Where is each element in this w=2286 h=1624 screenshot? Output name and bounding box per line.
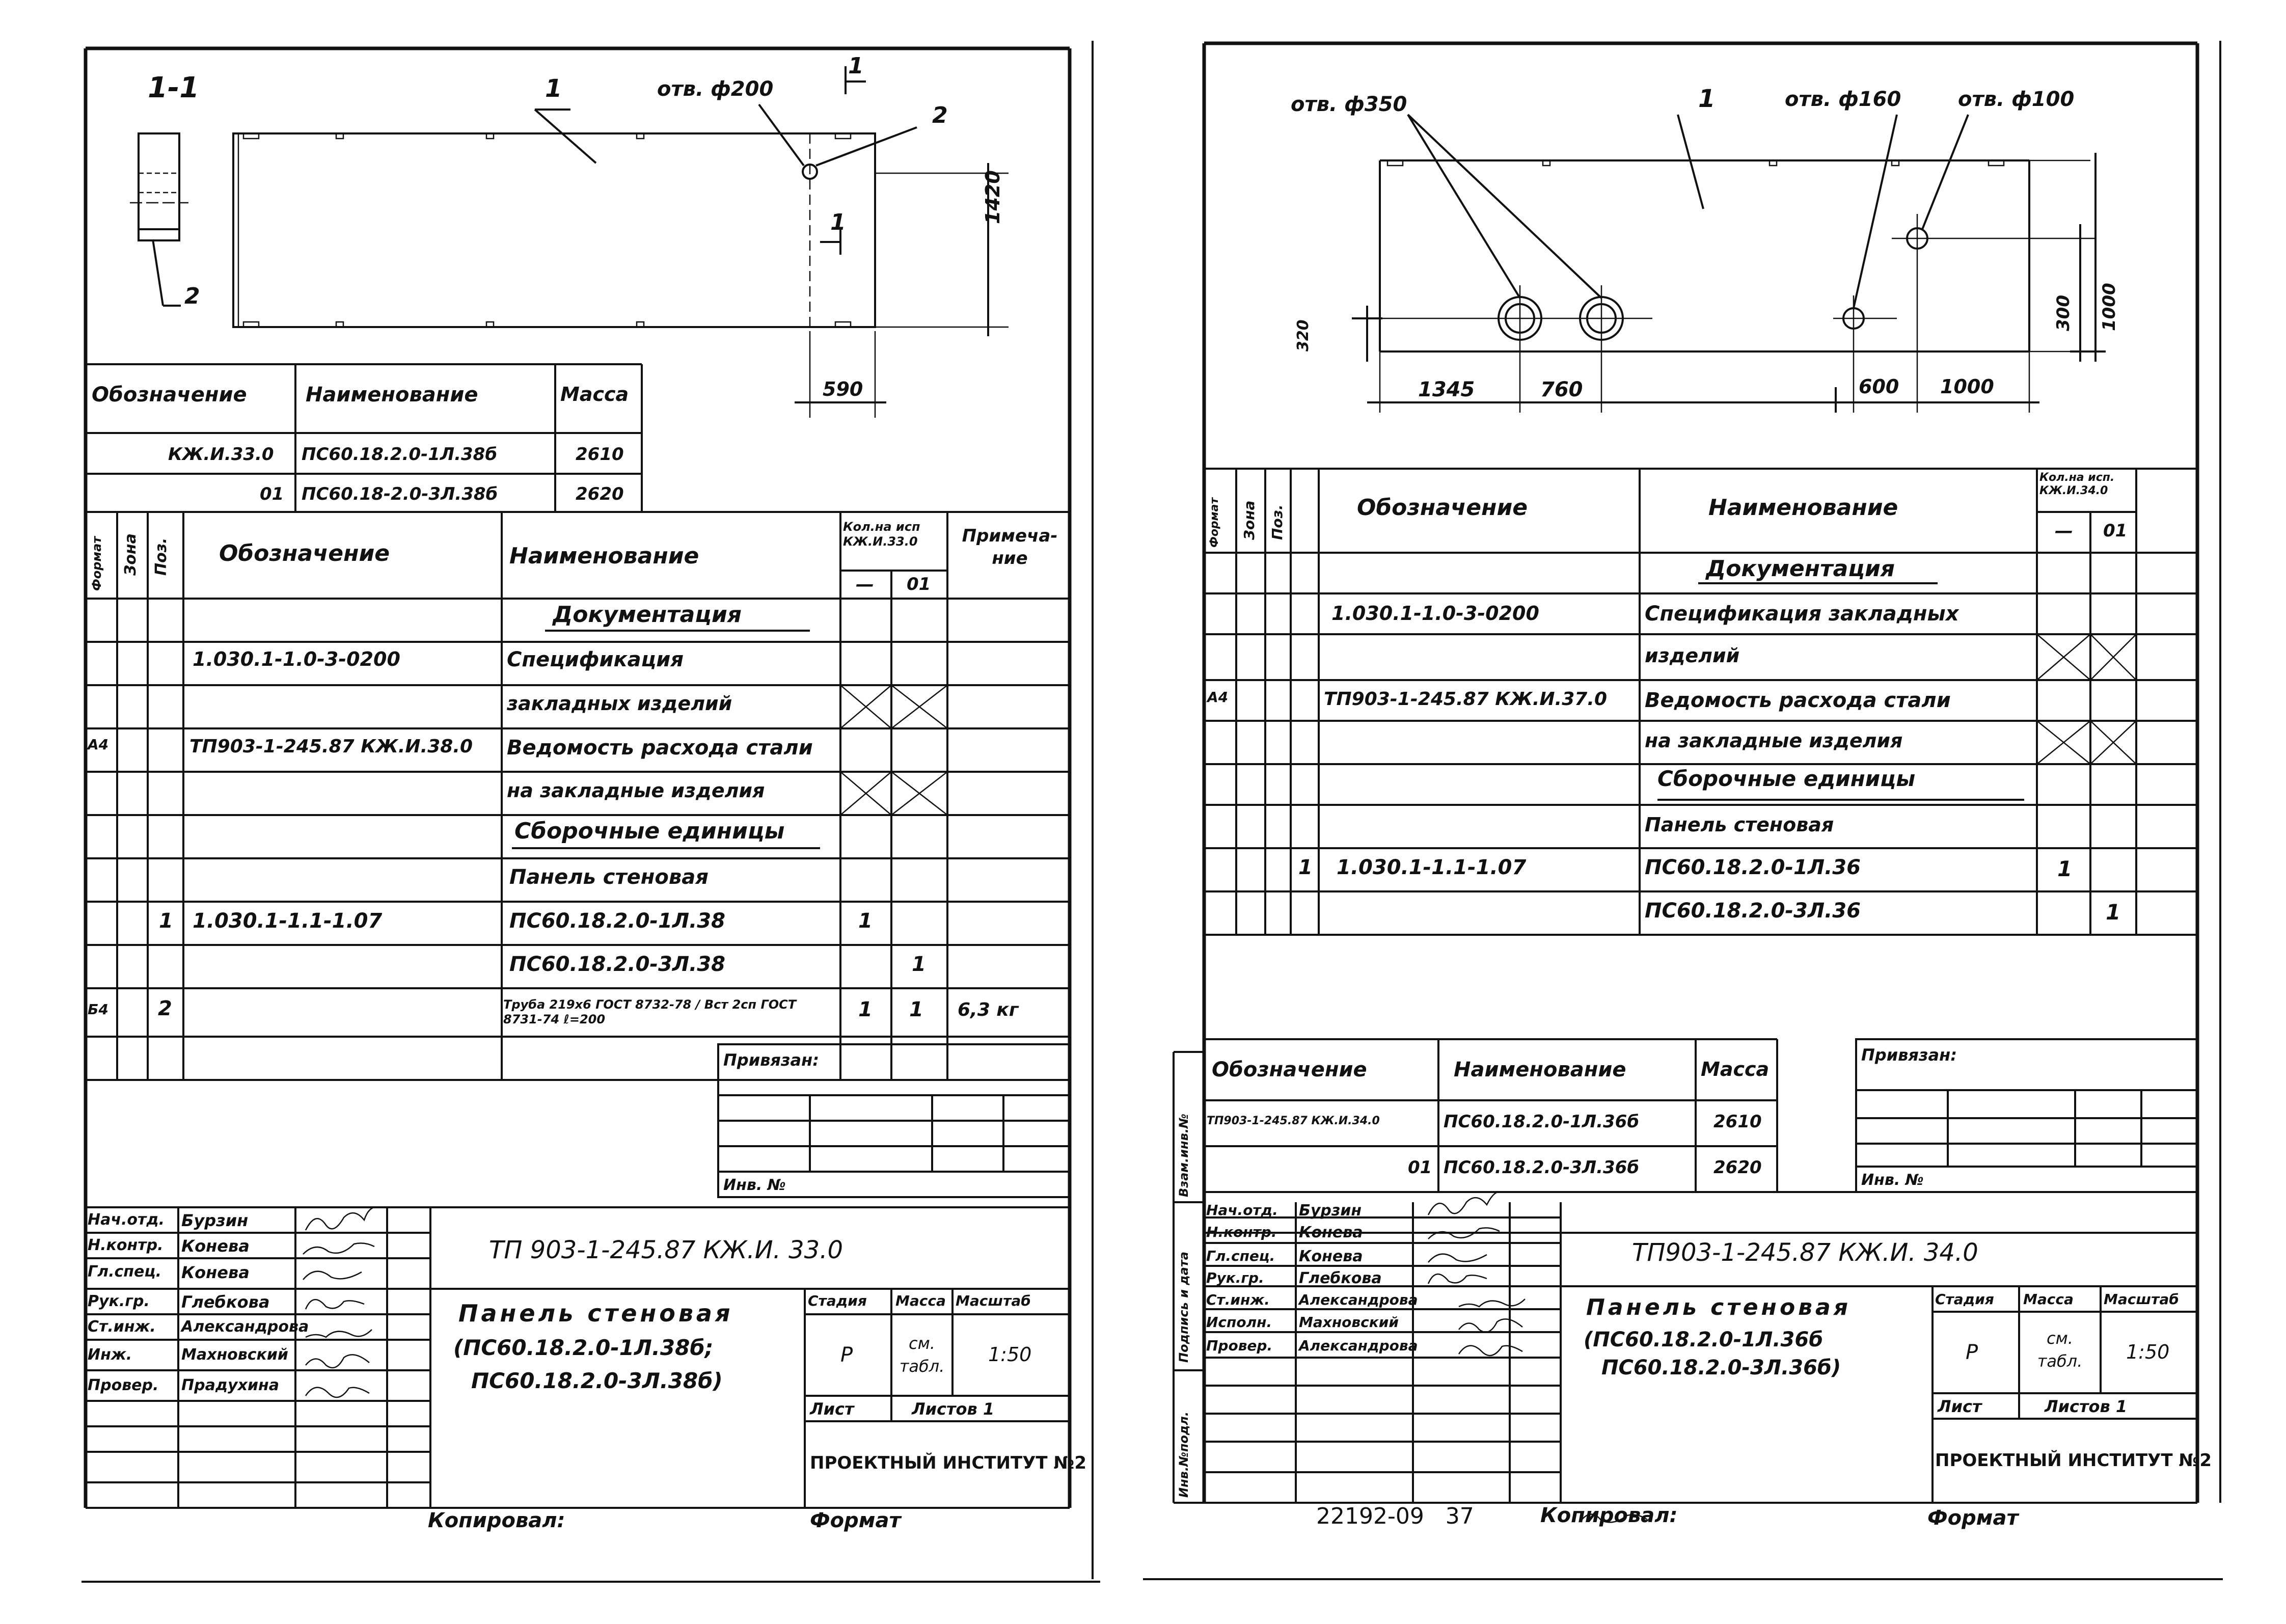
spec-header-name: Наименование xyxy=(509,543,699,569)
mass-row-1-designation: ТП903-1-245.87 КЖ.И.34.0 xyxy=(1207,1115,1380,1127)
spec-row-name: Сборочные единицы xyxy=(1657,766,1916,791)
spec-row-pos: 1 xyxy=(1298,856,1313,879)
spec-row-name: Панель стеновая xyxy=(1645,814,1834,836)
role: Рук.гр. xyxy=(1206,1269,1264,1286)
spec-row-name: на закладные изделия xyxy=(507,779,765,802)
section-mark-bottom: 1 xyxy=(830,209,846,235)
hole-160-label: отв. ф160 xyxy=(1785,88,1901,111)
drawing-number: 22192-09 37 xyxy=(1316,1503,1474,1529)
spec-row-designation: 1.030.1-1.1-1.07 xyxy=(1337,856,1527,879)
sheet-label: Лист xyxy=(1938,1397,1982,1416)
mass-header: Масса xyxy=(2023,1291,2074,1308)
person: Глебкова xyxy=(181,1292,270,1312)
spec-header-qty-b: 01 xyxy=(907,574,931,594)
spec-row-format: А4 xyxy=(1207,689,1229,706)
mass-value: см. табл. xyxy=(2037,1329,2083,1371)
spec-row-pos: 1 xyxy=(159,909,173,933)
mass-row-1-name: ПС60.18.2.0-1Л.36б xyxy=(1444,1112,1640,1132)
mass-row-1-designation: КЖ.И.33.0 xyxy=(168,444,274,465)
spec-row-name: изделий xyxy=(1645,644,1740,667)
stage-value: Р xyxy=(840,1343,853,1367)
spec-row-name: закладных изделий xyxy=(507,692,732,715)
hole-label: отв. ф200 xyxy=(657,77,774,101)
doc-subtitle-1: (ПС60.18.2.0-1Л.38б; xyxy=(453,1335,714,1360)
spec-header-zone: Зона xyxy=(1241,500,1258,540)
spec-header-qty: Кол.на исп КЖ.И.33.0 xyxy=(843,520,920,549)
spec-header-zone: Зона xyxy=(122,533,140,576)
callout-1: 1 xyxy=(545,74,562,103)
doc-subtitle-2: ПС60.18.2.0-3Л.36б) xyxy=(1601,1356,1841,1379)
spec-row-name: ПС60.18.2.0-1Л.36 xyxy=(1645,856,1861,879)
person: Конева xyxy=(1299,1224,1363,1241)
role: Ст.инж. xyxy=(1206,1291,1270,1308)
section-label: 1-1 xyxy=(148,71,200,104)
dim-1345: 1345 xyxy=(1418,378,1475,401)
organization: ПРОЕКТНЫЙ ИНСТИТУТ №2 xyxy=(810,1453,1086,1473)
mass-row-2-designation: 01 xyxy=(260,484,284,504)
person: Конева xyxy=(181,1263,250,1282)
spec-header-qty-a: — xyxy=(856,574,874,595)
scale-value: 1:50 xyxy=(988,1343,1032,1366)
spec-row-name: ПС60.18.2.0-1Л.38 xyxy=(509,909,725,933)
dim-width: 590 xyxy=(823,378,863,400)
role: Исполн. xyxy=(1206,1314,1272,1331)
hole-100-label: отв. ф100 xyxy=(1958,88,2075,111)
stage-header: Стадия xyxy=(1935,1291,1994,1308)
inv-no-label: Инв. № xyxy=(1861,1171,1924,1189)
spec-row-name: Документация xyxy=(1706,556,1895,582)
privyazan-label: Привязан: xyxy=(723,1050,819,1070)
spec-row-name: Документация xyxy=(553,602,742,628)
side-stamp-replace: Взам.инв.№ xyxy=(1177,1114,1191,1197)
detail-callout: 2 xyxy=(184,283,200,309)
spec-row-designation: ТП903-1-245.87 КЖ.И.38.0 xyxy=(189,736,473,757)
format-label: Формат xyxy=(810,1509,901,1532)
scale-header: Масштаб xyxy=(956,1292,1031,1309)
spec-row-designation: 1.030.1-1.0-3-0200 xyxy=(193,648,400,670)
spec-row-name: Ведомость расхода стали xyxy=(1645,689,1951,712)
spec-row-qty-b: 1 xyxy=(909,998,923,1021)
spec-header-qty-a: — xyxy=(2055,521,2073,542)
spec-row-name: Сборочные единицы xyxy=(514,818,785,844)
mass-row-2-mass: 2620 xyxy=(1713,1157,1762,1178)
spec-row-name: Труба 219х6 ГОСТ 8732-78 / Вст 2сп ГОСТ 8731-74 ℓ=200 xyxy=(503,997,797,1026)
person: Александрова xyxy=(181,1318,309,1336)
hole-350-label: отв. ф350 xyxy=(1291,93,1407,116)
person: Конева xyxy=(181,1236,250,1256)
right-sheet-drawing xyxy=(1143,0,2286,1624)
role: Провер. xyxy=(1206,1337,1273,1354)
mass-header-designation: Обозначение xyxy=(92,383,247,407)
role: Н.контр. xyxy=(1206,1224,1277,1240)
sheet-label: Лист xyxy=(810,1399,854,1419)
person: Бурзин xyxy=(181,1211,249,1230)
person: Махновский xyxy=(1299,1314,1399,1331)
format-label: Формат xyxy=(1927,1506,2019,1530)
spec-row-name: на закладные изделия xyxy=(1645,729,1903,752)
role: Гл.спец. xyxy=(1206,1248,1275,1264)
sheets-label: Листов 1 xyxy=(2045,1397,2128,1416)
side-stamp-sign: Подпись и дата xyxy=(1177,1252,1191,1363)
role: Ст.инж. xyxy=(88,1318,156,1336)
spec-row-name: Панель стеновая xyxy=(509,865,709,889)
spec-row-designation: 1.030.1-1.0-3-0200 xyxy=(1331,602,1539,625)
person: Махновский xyxy=(181,1346,288,1364)
dim-height: 1420 xyxy=(982,170,1004,224)
mass-row-2-designation: 01 xyxy=(1408,1157,1432,1178)
person: Александрова xyxy=(1299,1291,1418,1308)
doc-subtitle-1: (ПС60.18.2.0-1Л.36б xyxy=(1584,1328,1824,1351)
doc-code: ТП 903-1-245.87 КЖ.И. 33.0 xyxy=(489,1236,843,1264)
spec-header-qty: Кол.на исп. КЖ.И.34.0 xyxy=(2039,471,2115,498)
mass-header-name: Наименование xyxy=(1454,1058,1626,1081)
scale-header: Масштаб xyxy=(2104,1291,2179,1308)
spec-header-pos: Поз. xyxy=(152,537,170,576)
mass-row-1-mass: 2610 xyxy=(1713,1112,1762,1132)
spec-header-designation: Обозначение xyxy=(219,540,390,566)
role: Гл.спец. xyxy=(88,1263,161,1281)
inv-no-label: Инв. № xyxy=(723,1176,786,1194)
role: Нач.отд. xyxy=(1206,1202,1278,1219)
doc-code: ТП903-1-245.87 КЖ.И. 34.0 xyxy=(1632,1238,1978,1267)
mass-row-2-mass: 2620 xyxy=(576,484,624,504)
spec-header-note: Примеча-ние xyxy=(962,526,1058,569)
doc-subtitle-2: ПС60.18.2.0-3Л.38б) xyxy=(471,1368,723,1393)
mass-header-mass: Масса xyxy=(560,383,629,405)
dim-600: 600 xyxy=(1859,375,1899,398)
callout-1: 1 xyxy=(1698,85,1716,113)
right-sheet xyxy=(1143,0,2286,1624)
dim-320: 320 xyxy=(1294,319,1312,351)
spec-header-format: Формат xyxy=(1208,497,1221,548)
spec-row-designation: ТП903-1-245.87 КЖ.И.37.0 xyxy=(1324,689,1608,710)
doc-title: Панель стеновая xyxy=(458,1300,733,1327)
side-stamp-inv: Инв.№подл. xyxy=(1177,1412,1191,1498)
spec-row-name: Спецификация xyxy=(507,648,684,671)
spec-row-format: Б4 xyxy=(88,1001,108,1018)
spec-row-qty-b: 1 xyxy=(912,953,926,976)
spec-header-name: Наименование xyxy=(1708,495,1898,521)
spec-row-name: Спецификация закладных xyxy=(1645,602,1959,626)
mass-header-mass: Масса xyxy=(1701,1058,1770,1080)
person: Прадухина xyxy=(181,1376,279,1394)
mass-header-name: Наименование xyxy=(306,383,478,407)
mass-header: Масса xyxy=(895,1292,946,1309)
spec-row-pos: 2 xyxy=(158,997,172,1020)
organization: ПРОЕКТНЫЙ ИНСТИТУТ №2 xyxy=(1935,1450,2212,1471)
person: Глебкова xyxy=(1299,1269,1382,1287)
mass-row-2-name: ПС60.18.2.0-3Л.36б xyxy=(1444,1157,1640,1178)
spec-header-format: Формат xyxy=(90,536,104,591)
spec-row-name: Ведомость расхода стали xyxy=(507,736,813,760)
spec-header-qty-b: 01 xyxy=(2103,521,2128,541)
spec-row-format: А4 xyxy=(88,736,109,753)
spec-row-name: ПС60.18.2.0-3Л.38 xyxy=(509,953,725,976)
dim-300: 300 xyxy=(2053,295,2074,331)
copied-label: Копировал: xyxy=(428,1509,565,1532)
spec-row-qty-a: 1 xyxy=(2057,856,2073,881)
stage-header: Стадия xyxy=(808,1292,867,1309)
spec-header-designation: Обозначение xyxy=(1357,495,1528,521)
spec-row-note: 6,3 кг xyxy=(958,999,1019,1020)
role: Провер. xyxy=(88,1376,159,1394)
role: Н.контр. xyxy=(88,1236,164,1254)
section-mark-top: 1 xyxy=(848,53,864,79)
person: Бурзин xyxy=(1299,1202,1362,1220)
dim-760: 760 xyxy=(1540,378,1583,401)
stage-value: Р xyxy=(1966,1341,1978,1364)
role: Инж. xyxy=(88,1346,132,1364)
mass-row-2-name: ПС60.18-2.0-3Л.38б xyxy=(302,484,498,504)
person: Александрова xyxy=(1299,1337,1418,1354)
mass-header-designation: Обозначение xyxy=(1212,1058,1367,1081)
spec-row-designation: 1.030.1-1.1-1.07 xyxy=(193,909,383,933)
person: Конева xyxy=(1299,1248,1363,1265)
mass-row-1-name: ПС60.18.2.0-1Л.38б xyxy=(302,444,498,465)
role: Нач.отд. xyxy=(88,1211,165,1229)
callout-2: 2 xyxy=(932,102,948,128)
scale-value: 1:50 xyxy=(2126,1341,2170,1363)
copied-label: Копировал: xyxy=(1540,1504,1678,1527)
spec-row-qty-a: 1 xyxy=(858,998,873,1021)
spec-row-name: ПС60.18.2.0-3Л.36 xyxy=(1645,899,1861,923)
mass-row-1-mass: 2610 xyxy=(576,444,624,465)
role: Рук.гр. xyxy=(88,1292,150,1310)
mass-value: см. табл. xyxy=(899,1334,945,1376)
spec-row-qty-a: 1 xyxy=(858,909,873,933)
sheets-label: Листов 1 xyxy=(912,1399,995,1419)
privyazan-label: Привязан: xyxy=(1861,1045,1957,1065)
doc-title: Панель стеновая xyxy=(1586,1294,1851,1320)
spec-header-pos: Поз. xyxy=(1269,504,1286,540)
dim-1000v: 1000 xyxy=(2099,283,2119,331)
spec-row-qty-b: 1 xyxy=(2106,900,2121,925)
dim-1000h: 1000 xyxy=(1940,375,1994,398)
